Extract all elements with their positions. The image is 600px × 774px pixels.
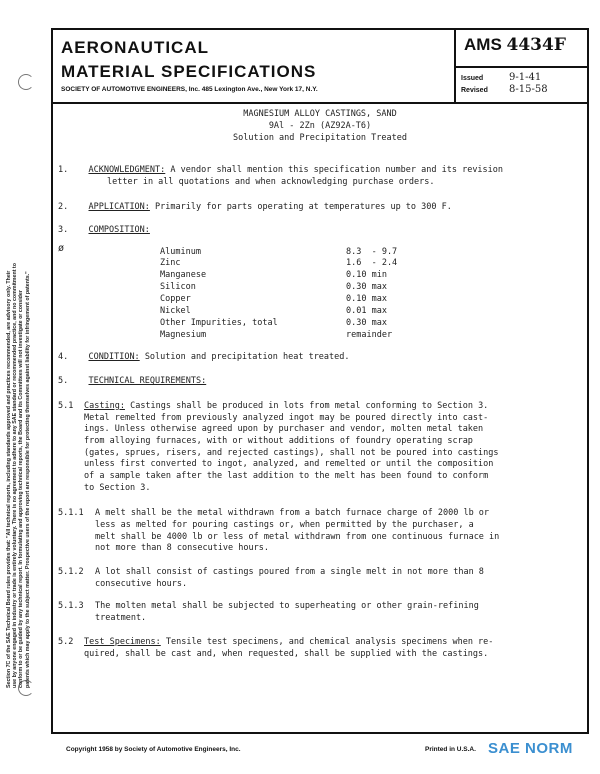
section-5-1-1-line: less as melted for pouring castings or, when permitted by the purchaser, a <box>95 520 474 530</box>
section-heading: ACKNOWLEDGMENT: <box>88 165 166 175</box>
side-notice-line: Section 7C of the SAE Technical Board rules provides that: "All technical reports, including standards approved and practices recommended, are advisory only. Their <box>6 270 12 688</box>
section-5-1-line: unless first converted to ingot, analyzed, and remelted or until the composition <box>84 459 494 469</box>
composition-element: Other Impurities, total <box>160 318 278 328</box>
ams-box <box>456 28 587 68</box>
section-5-1-1-line: melt shall be 4000 lb or less of metal withdrawn from one continuous furnace in <box>95 532 500 542</box>
section-5-1-1-line: A melt shall be the metal withdrawn from a batch furnace charge of 2000 lb or <box>95 508 490 518</box>
revision-mark: ø <box>58 243 65 254</box>
spec-title <box>51 108 589 144</box>
section-1 <box>58 165 503 177</box>
side-notice <box>6 168 42 688</box>
section-heading: APPLICATION: <box>88 202 150 212</box>
section-heading: TECHNICAL REQUIREMENTS: <box>88 376 207 386</box>
composition-value: 0.10 max <box>346 294 387 304</box>
section-5-1-line: of a sample taken after the last addition to the melt has been found to conform <box>84 471 489 481</box>
section-5-1-2-line: consecutive hours. <box>95 579 188 589</box>
section-heading: COMPOSITION: <box>88 225 150 235</box>
section-number: 4. <box>58 352 69 362</box>
composition-value: 0.01 max <box>346 306 387 316</box>
section-3 <box>58 225 150 237</box>
section-5-1-3-line: The molten metal shall be subjected to superheating or other grain-refining <box>95 601 479 611</box>
header <box>51 28 589 104</box>
section-5-1-line: from alloying furnaces, with or without additions of foundry operating scrap <box>84 436 473 446</box>
composition-element: Copper <box>160 294 191 304</box>
section-text: Primarily for parts operating at temperatures up to 300 F. <box>155 202 452 212</box>
revised-date: 8-15-58 <box>509 84 548 95</box>
spec-title-line3: Solution and Precipitation Treated <box>233 133 407 143</box>
section-heading: Casting: <box>84 401 125 411</box>
section-2 <box>58 202 452 214</box>
composition-element: Silicon <box>160 282 196 292</box>
side-notice-line: patents which may apply to the subject matter. Prospective users of the report are responsible for protecting themselves against liability for infringement of patents." <box>24 271 31 688</box>
society-address: SOCIETY OF AUTOMOTIVE ENGINEERS, Inc. 485 Lexington Ave., New York 17, N.Y. <box>61 86 318 93</box>
section-text: Solution and precipitation heat treated. <box>144 352 350 362</box>
section-number: 1. <box>58 165 69 175</box>
section-heading: Test Specimens: <box>84 637 161 647</box>
composition-value: 0.30 max <box>346 282 387 292</box>
composition-value: 8.3 - 9.7 <box>346 247 398 257</box>
header-title-line1: AERONAUTICAL <box>61 38 209 57</box>
composition-element: Nickel <box>160 306 191 316</box>
section-4 <box>58 352 350 364</box>
composition-element: Aluminum <box>160 247 201 257</box>
spec-title-line2: 9Al - 2Zn (AZ92A-T6) <box>268 121 372 131</box>
composition-value: 0.10 min <box>346 270 387 280</box>
composition-value: 0.30 max <box>346 318 387 328</box>
composition-element: Zinc <box>160 258 181 268</box>
section-heading: CONDITION: <box>88 352 140 362</box>
section-5-1-2-line: A lot shall consist of castings poured from a single melt in not more than 8 <box>95 567 484 577</box>
side-notice-line: conform to or be guided by any technical report. In formulating and approving technical reports, the Board and its Committees will not investigate or consider <box>18 290 25 688</box>
section-5-2-line <box>84 637 493 649</box>
section-5-1-line: (gates, sprues, risers, and rejected castings), shall not be poured into castings <box>84 448 499 458</box>
section-5-1-number: 5.1 <box>58 401 74 411</box>
spec-title-line1: MAGNESIUM ALLOY CASTINGS, SAND <box>243 109 397 119</box>
section-1-continued: letter in all quotations and when acknowledging purchase orders. <box>107 177 435 187</box>
section-number: 2. <box>58 202 69 212</box>
ams-prefix: AMS <box>464 35 507 54</box>
composition-element: Magnesium <box>160 330 207 340</box>
composition-value: remainder <box>346 330 393 340</box>
section-5-1-line <box>84 401 488 413</box>
section-5-2-number: 5.2 <box>58 637 74 647</box>
section-5-2-line: quired, shall be cast and, when requested, shall be supplied with the castings. <box>84 649 489 659</box>
issued-label: Issued <box>461 75 484 82</box>
section-5-1-line: to Section 3. <box>84 483 151 493</box>
section-5-1-3-line: treatment. <box>95 613 147 623</box>
section-5-1-line: ings. Unless otherwise agreed upon by purchaser and vendor, molten metal taken <box>84 424 484 434</box>
section-5-1-2-number: 5.1.2 <box>58 567 84 577</box>
section-text: Tensile test specimens, and chemical analysis specimens when re- <box>165 637 494 647</box>
section-text: Castings shall be produced in lots from metal conforming to Section 3. <box>130 401 489 411</box>
section-5-1-1-line: not more than 8 consecutive hours. <box>95 543 269 553</box>
section-text: A vendor shall mention this specification number and its revision <box>170 165 504 175</box>
revised-label: Revised <box>461 87 488 94</box>
side-notice-line: use by anyone engaged in industry or trade is entirely voluntary. There is no agreement to adhere to any SAE standard or recommended practice, and no commitment to <box>12 263 19 688</box>
composition-element: Manganese <box>160 270 207 280</box>
section-5-1-3-number: 5.1.3 <box>58 601 84 611</box>
printed-in: Printed in U.S.A. <box>425 746 476 753</box>
ams-number: 4434F <box>506 35 566 55</box>
ams-designation <box>464 35 566 55</box>
punch-hole-top <box>18 74 34 90</box>
section-number: 3. <box>58 225 69 235</box>
section-number: 5. <box>58 376 69 386</box>
composition-value: 1.6 - 2.4 <box>346 258 398 268</box>
copyright: Copyright 1958 by Society of Automotive Engineers, Inc. <box>66 746 241 753</box>
watermark: SAE NORM <box>488 740 573 757</box>
section-5-1-1-number: 5.1.1 <box>58 508 84 518</box>
section-5-1-line: Metal remelted from previously analyzed ingot may be poured directly into cast- <box>84 413 489 423</box>
issued-date: 9-1-41 <box>509 72 542 83</box>
header-title-line2: MATERIAL SPECIFICATIONS <box>61 62 317 81</box>
section-5 <box>58 376 206 388</box>
